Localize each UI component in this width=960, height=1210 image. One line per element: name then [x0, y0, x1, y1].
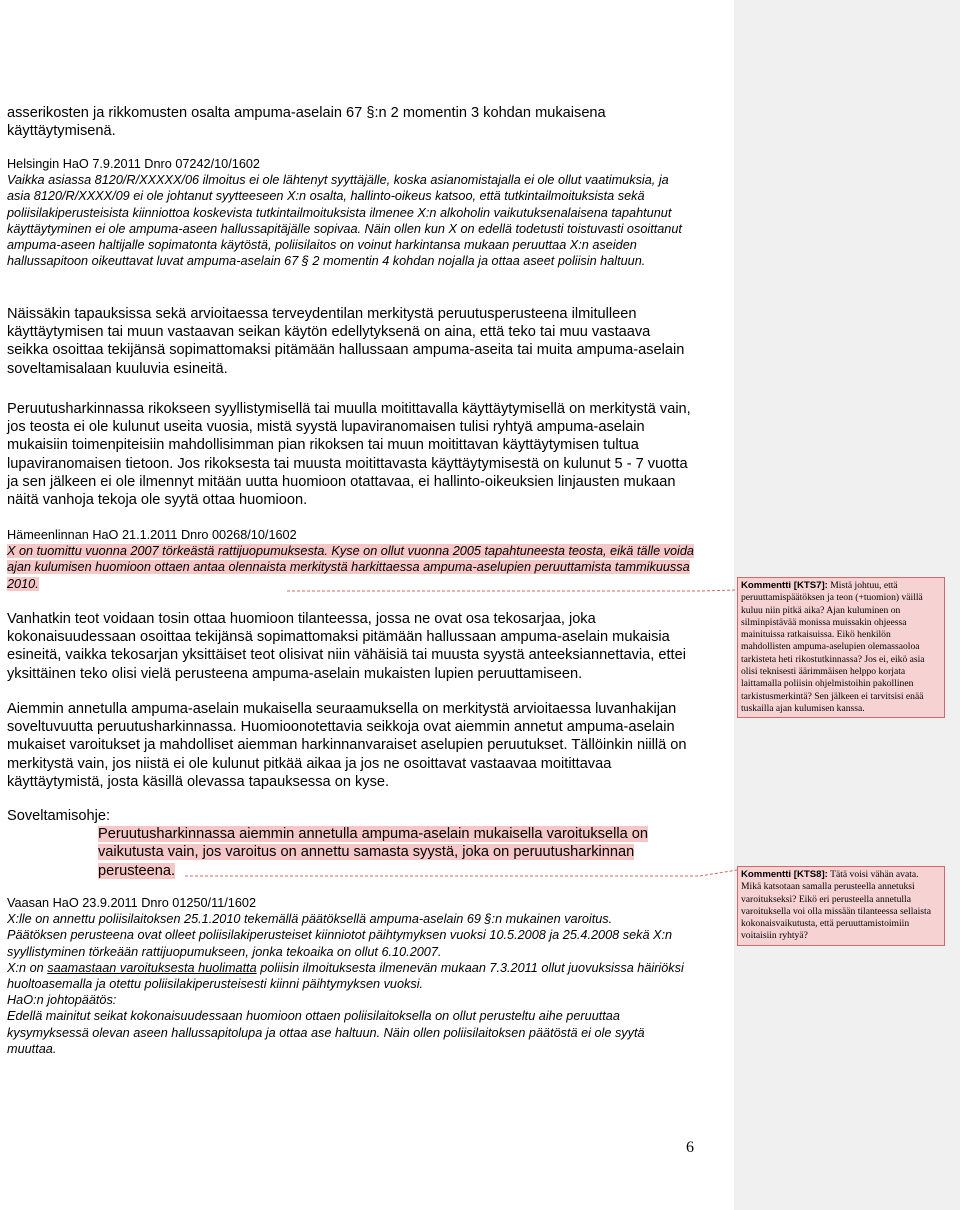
naissakin-text: Näissäkin tapauksissa sekä arvioitaessa terveydentilan merkitystä peruutusperusteena ilmitulleen käyttäytymisen tai muun vastaavan seikan käytön edellytyksenä on aina, että teko tai muu vastaava seikka osoittaa tekijänsä sopimattomaksi pitämään hallussaan ampuma-aseita tai muita ampuma-aselain soveltamisalaan kuuluvia esineitä.	[7, 306, 685, 377]
page-number: 6	[686, 1139, 694, 1156]
vaasa-line3-post: poliisin ilmoituksesta ilmenevän mukaan 7.3.2011 ollut juovuksissa häiriöksi huoltoasemalla ja otettu poliisilakiperusteisesti kiinni päihtymyksen vuoksi.	[7, 960, 684, 992]
vaasa-line3	[7, 960, 695, 992]
soveltamisohje-section	[7, 807, 695, 880]
vanhatkin-text: Vanhatkin teot voidaan tosin ottaa huomioon tilanteessa, jossa ne ovat osa tekosarjaa, joka kokonaisuudessaan osoittaa tekijänsä sopimattomaksi pitämään hallussaan ampuma-aselain mukaisia esineitä, vaikka tekosarjan yksittäiset teot olisivat niin vähäisiä tai muusta syystä anteeksiannettavia, ettei yksittäinen teko olisi vielä perusteena ampuma-aselain mukaisten lupien peruuttamiseen.	[7, 611, 686, 682]
paragraph-intro	[7, 104, 695, 140]
vaasa-line1: X:lle on annettu poliisilaitoksen 25.1.2010 tekemällä päätöksellä ampuma-aselain 69 §:n mukainen varoitus.	[7, 912, 613, 927]
vaasa-line3-underlined: saamastaan varoituksesta huolimatta	[47, 960, 257, 975]
hameenlinna-case	[7, 527, 695, 592]
vaasa-line2: Päätöksen perusteena ovat olleet poliisilakiperusteiset kiinniotot päihtymyksen vuoksi 10.5.2008 ja 25.4.2008 sekä X:n syyllistyminen törkeään rattijuopumukseen, jonka tekoaika on ollut 6.10.2007.	[7, 928, 673, 959]
vaasa-case	[7, 895, 695, 1057]
hameenlinna-body-highlighted[interactable]: X on tuomittu vuonna 2007 törkeästä rattijuopumuksesta. Kyse on ollut vuonna 2005 tapahtuneesta teosta, eikä tälle voida ajan kulumisen huomioon ottaen antaa olennaista merkitystä harkittaessa ampuma-aselupien peruuttamista tammikuussa 2010.	[7, 544, 694, 591]
helsinki-body: Vaikka asiassa 8120/R/XXXXX/06 ilmoitus ei ole lähtenyt syyttäjälle, koska asianomistajalla ei ole ollut vaatimuksia, ja asia 8120/R/XXXX/09 ei ole johtanut syytteeseen X:n osalta, hallinto-oikeus katsoo, että tutkintailmoituksista sekä poliisilakiperusteisista kiinniottoa koskevista tutkintailmoituksista ilmenee X:n alkoholin vaikutuksenalaisena tapahtunut käyttäytyminen ei ole ampuma-aseen hallussapitäjälle sopivaa. Näin ollen kun X on edellä todetusti toistuvasti osoittanut ampuma-aseen haltijalle sopimatonta käytöstä, poliisilaitos on voinut harkintansa mukaan peruuttaa X:n aseiden hallussapitoon oikeuttavat luvat ampuma-aselain 67 § 2 momentin 4 kohdan nojalla ja ottaa aseet poliisin haltuun.	[7, 173, 682, 269]
soveltamisohje-label: Soveltamisohje:	[7, 808, 111, 824]
comment-kts8-text: Tätä voisi vähän avata. Mikä katsotaan samalla perusteella annetuksi varoitukseksi? Eikö eri perusteella annetulla varoituksella voi olla missään tilanteessa sellaista kokonaisvaikutusta, että peruuttamistoimiin voitaisiin ryhtyä?	[741, 869, 931, 942]
soveltamisohje-text-highlighted[interactable]: Peruutusharkinnassa aiemmin annetulla ampuma-aselain mukaisella varoituksella on vaikutusta vain, jos varoitus on annettu samasta syystä, joka on peruutusharkinnan perusteena.	[98, 826, 648, 879]
paragraph-peruutusharkinta	[7, 400, 695, 509]
paragraph-naissakin	[7, 305, 695, 378]
vaasa-line3-pre: X:n on	[7, 960, 48, 975]
hameenlinna-heading: Hämeenlinnan HaO 21.1.2011 Dnro 00268/10/1602	[7, 528, 297, 542]
comment-kts7-label: Kommentti [KTS7]:	[741, 580, 828, 591]
intro-text: asserikosten ja rikkomusten osalta ampuma-aselain 67 §:n 2 momentin 3 kohdan mukaisena käyttäytymisenä.	[7, 105, 606, 140]
aiemmin-text: Aiemmin annetulla ampuma-aselain mukaisella seuraamuksella on merkitystä arvioitaessa luvanhakijan soveltuvuutta peruutusharkinnassa. Huomioonotettavia seikkoja ovat aiemmin annetut ampuma-aselain mukaiset varoitukset ja mahdolliset aiemman harkinnanvaraiset aselupien peruutukset. Tällöinkin niillä on merkitystä vain, jos niistä ei ole kulunut pitkää aikaa ja jos ne osoittavat vastaavaa moitittavaa käyttäytymistä, josta käsillä olevassa tapauksessa on kyse.	[7, 701, 687, 790]
comment-kts7[interactable]	[737, 577, 945, 718]
vaasa-heading: Vaasan HaO 23.9.2011 Dnro 01250/11/1602	[7, 896, 257, 910]
comment-kts7-text: Mistä johtuu, että peruuttamispäätöksen ja teon (+tuomion) väillä kuluu niin pitkä aika? Ajan kuluminen on silminpistävää monissa muissakin ohjeessa mainituissa ratkaisuissa. Eikö henkilön mahdollisten ampuma-aselupien olemassaoloa tarkisteta heti rikostutkinnassa? Jos ei, eikö asia olisi teknisesti äärimmäisen helppo korjata laittamalla poliisin ohjelmistoihin pakollinen tarkistusmerkintä? Sen jälkeen ei tarvitsisi enää tuskailla ajan kulumisen kanssa.	[741, 580, 925, 714]
vaasa-conclusion: Edellä mainitut seikat kokonaisuudessaan huomioon ottaen poliisilaitoksella on ollut perusteltu aihe peruuttaa kysymyksessä olevan aseen hallussapitolupa ja ottaa ase haltuun. Näin ollen poliisilaitoksen päätöstä ei ole syytä muuttaa.	[7, 1009, 645, 1056]
comment-kts8[interactable]	[737, 866, 945, 946]
comment-kts8-label: Kommentti [KTS8]:	[741, 869, 828, 880]
paragraph-aiemmin	[7, 700, 695, 791]
helsinki-case	[7, 156, 695, 269]
vaasa-conclusion-label: HaO:n johtopäätös:	[7, 993, 117, 1008]
helsinki-heading: Helsingin HaO 7.9.2011 Dnro 07242/10/1602	[7, 157, 260, 171]
paragraph-vanhatkin	[7, 610, 695, 683]
peruutus-text: Peruutusharkinnassa rikokseen syyllistymisellä tai muulla moitittavalla käyttäytymisellä on merkitystä vain, jos teosta ei ole kulunut useita vuosia, mistä syystä lupaviranomaisen tulisi ryhtyä ampuma-aselain mukaisiin toimenpiteisiin mahdollisimman pian rikoksen tai muun moitittavan käyttäytymisen tultua lupaviranomaisen tietoon. Jos rikoksesta tai muusta moitittavasta käyttäytymisestä on kulunut 5 - 7 vuotta ja sen jälkeen ei ole ilmennyt mitään uutta huomioon otattavaa, ei hallinto-oikeuksien linjausten mukaan näitä vanhoja tekoja ole syytä ottaa huomioon.	[7, 401, 691, 509]
